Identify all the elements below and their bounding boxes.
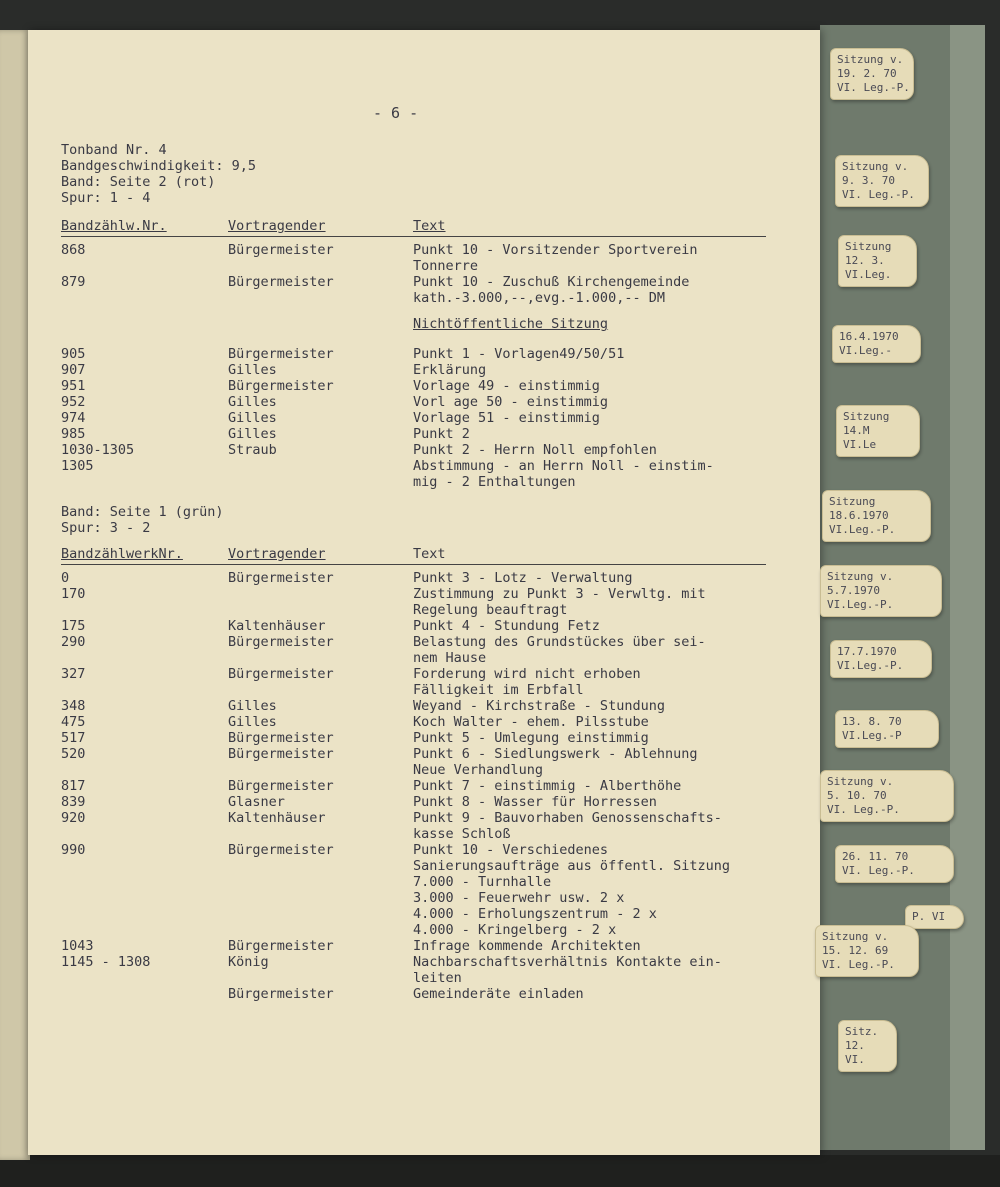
table1-row-speaker: Bürgermeister <box>228 274 334 290</box>
table1-row-text: Erklärung <box>413 362 487 378</box>
register-tab[interactable]: 17.7.1970 VI.Leg.-P. <box>830 640 932 678</box>
table2-row-text: Punkt 5 - Umlegung einstimmig <box>413 730 649 746</box>
table2-row-text: Punkt 8 - Wasser für Horressen <box>413 794 657 810</box>
table1-col-text: Text <box>413 218 446 234</box>
table2-row-nr: 817 <box>61 778 86 794</box>
table1-row-speaker: Bürgermeister <box>228 242 334 258</box>
band2-line: Band: Seite 1 (grün) <box>61 504 224 520</box>
table2-row-text: Punkt 3 - Lotz - Verwaltung Zustimmung zu Punkt 3 - Verwltg. mit Regelung beauftragt <box>413 570 706 618</box>
table1-row-text: Punkt 1 - Vorlagen49/50/51 <box>413 346 625 362</box>
table2-row-speaker: Bürgermeister <box>228 986 334 1002</box>
table1-row-text: Vorlage 49 - einstimmig <box>413 378 600 394</box>
table1-row-nr: 974 <box>61 410 86 426</box>
table2-row-text: Gemeinderäte einladen <box>413 986 584 1002</box>
register-tab[interactable]: Sitzung v. 5. 10. 70 VI. Leg.-P. <box>820 770 954 822</box>
table1-row-text: Punkt 10 - Vorsitzender Sportverein Tonnerre <box>413 242 698 274</box>
register-tab[interactable]: Sitzung v. 19. 2. 70 VI. Leg.-P. <box>830 48 914 100</box>
register-tab[interactable]: Sitzung 14.M VI.Le <box>836 405 920 457</box>
table2-row-nr: 520 <box>61 746 86 762</box>
table2-row-speaker: Bürgermeister <box>228 938 334 954</box>
table2-row-nr: 348 <box>61 698 86 714</box>
table2-row-nr: 990 <box>61 842 86 858</box>
table1-row-nr: 1305 <box>61 458 94 474</box>
table1-row-text: Nichtöffentliche Sitzung <box>413 316 609 332</box>
header-line-tape: Tonband Nr. 4 <box>61 142 167 158</box>
table2-row-nr: 517 <box>61 730 86 746</box>
table2-col-text: Text <box>413 546 446 562</box>
table1-row-text: Abstimmung - an Herrn Noll - einstim- mig - 2 Enthaltungen <box>413 458 714 490</box>
table1-row-nr: 1030-1305 <box>61 442 135 458</box>
page-number: - 6 - <box>373 104 419 122</box>
header-line-band: Band: Seite 2 (rot) <box>61 174 216 190</box>
table2-row-nr: 920 <box>61 810 86 826</box>
register-tab[interactable]: Sitzung v. 9. 3. 70 VI. Leg.-P. <box>835 155 929 207</box>
table2-row-nr: 1043 <box>61 938 94 954</box>
table2-row-nr: 290 <box>61 634 86 650</box>
table1-row-text: Punkt 2 <box>413 426 470 442</box>
table1-row-speaker: Gilles <box>228 410 277 426</box>
register-tab[interactable]: Sitzung v. 15. 12. 69 VI. Leg.-P. <box>815 925 919 977</box>
table2-row-nr: 475 <box>61 714 86 730</box>
table1-row-speaker: Gilles <box>228 426 277 442</box>
table1-row-speaker: Bürgermeister <box>228 346 334 362</box>
table2-col-nr: BandzählwerkNr. <box>61 546 183 562</box>
table1-row-text: Punkt 2 - Herrn Noll empfohlen <box>413 442 657 458</box>
table1-row-speaker: Gilles <box>228 362 277 378</box>
desk-shadow <box>0 1155 1000 1187</box>
table2-row-text: Punkt 6 - Siedlungswerk - Ablehnung Neue Verhandlung <box>413 746 698 778</box>
table2-row-text: Infrage kommende Architekten <box>413 938 641 954</box>
table1-rule <box>61 236 766 237</box>
table1-row-nr: 868 <box>61 242 86 258</box>
table1-row-nr: 985 <box>61 426 86 442</box>
table2-row-speaker: Bürgermeister <box>228 842 334 858</box>
table2-row-speaker: Kaltenhäuser <box>228 618 326 634</box>
table2-row-nr: 1145 - 1308 <box>61 954 151 970</box>
table1-row-text: Punkt 10 - Zuschuß Kirchengemeinde kath.-3.000,--,evg.-1.000,-- DM <box>413 274 690 306</box>
table2-row-nr: 175 <box>61 618 86 634</box>
table2-row-nr: 327 <box>61 666 86 682</box>
table2-row-speaker: Gilles <box>228 698 277 714</box>
table1-row-nr: 951 <box>61 378 86 394</box>
table1-col-nr: Bandzählw.Nr. <box>61 218 167 234</box>
table2-rule <box>61 564 766 565</box>
table2-row-text: Punkt 9 - Bauvorhaben Genossenschafts- kasse Schloß <box>413 810 722 842</box>
table2-row-text: Weyand - Kirchstraße - Stundung <box>413 698 665 714</box>
register-tab[interactable]: Sitzung v. 5.7.1970 VI.Leg.-P. <box>820 565 942 617</box>
document-page <box>28 30 820 1155</box>
table2-row-text: Belastung des Grundstückes über sei- nem Hause <box>413 634 706 666</box>
table2-row-speaker: Bürgermeister <box>228 778 334 794</box>
table1-row-nr: 879 <box>61 274 86 290</box>
table1-row-nr: 952 <box>61 394 86 410</box>
register-tab[interactable]: Sitz. 12. VI. <box>838 1020 897 1072</box>
table2-row-speaker: Gilles <box>228 714 277 730</box>
table2-row-nr: 839 <box>61 794 86 810</box>
table2-row-text: Koch Walter - ehem. Pilsstube <box>413 714 649 730</box>
header-line-speed: Bandgeschwindigkeit: 9,5 <box>61 158 257 174</box>
table1-row-text: Vorlage 51 - einstimmig <box>413 410 600 426</box>
table1-row-text: Vorl age 50 - einstimmig <box>413 394 609 410</box>
binder-left-edge <box>0 30 30 1160</box>
table2-row-speaker: Bürgermeister <box>228 634 334 650</box>
table2-row-speaker: König <box>228 954 269 970</box>
register-tab[interactable]: 16.4.1970 VI.Leg.- <box>832 325 921 363</box>
table2-row-text: Punkt 4 - Stundung Fetz <box>413 618 600 634</box>
register-tab[interactable]: 13. 8. 70 VI.Leg.-P <box>835 710 939 748</box>
table1-row-speaker: Gilles <box>228 394 277 410</box>
table2-row-text: Forderung wird nicht erhoben Fälligkeit im Erbfall <box>413 666 641 698</box>
table2-row-speaker: Bürgermeister <box>228 666 334 682</box>
register-tab[interactable]: P. VI <box>905 905 964 929</box>
register-tab[interactable]: Sitzung 18.6.1970 VI.Leg.-P. <box>822 490 931 542</box>
table1-col-speaker: Vortragender <box>228 218 326 234</box>
table2-row-speaker: Bürgermeister <box>228 746 334 762</box>
table2-row-speaker: Bürgermeister <box>228 730 334 746</box>
table2-row-text: Punkt 7 - einstimmig - Alberthöhe <box>413 778 682 794</box>
table2-row-speaker: Kaltenhäuser <box>228 810 326 826</box>
table1-row-nr: 907 <box>61 362 86 378</box>
header-line-track: Spur: 1 - 4 <box>61 190 151 206</box>
table2-row-text: Nachbarschaftsverhältnis Kontakte ein- leiten <box>413 954 722 986</box>
table2-row-text: Punkt 10 - Verschiedenes Sanierungsaufträge aus öffentl. Sitzung 7.000 - Turnhalle 3.000 - Feuerwehr usw. 2 x 4.000 - Erholungszentrum - 2 x 4.000 - Kringelberg - 2 x <box>413 842 730 938</box>
track2-line: Spur: 3 - 2 <box>61 520 151 536</box>
table2-row-speaker: Glasner <box>228 794 285 810</box>
table1-row-speaker: Straub <box>228 442 277 458</box>
table2-row-speaker: Bürgermeister <box>228 570 334 586</box>
table1-row-speaker: Bürgermeister <box>228 378 334 394</box>
register-tab[interactable]: 26. 11. 70 VI. Leg.-P. <box>835 845 954 883</box>
table2-col-speaker: Vortragender <box>228 546 326 562</box>
table1-row-nr: 905 <box>61 346 86 362</box>
table2-row-nr: 0 170 <box>61 570 86 602</box>
register-tab[interactable]: Sitzung 12. 3. VI.Leg. <box>838 235 917 287</box>
